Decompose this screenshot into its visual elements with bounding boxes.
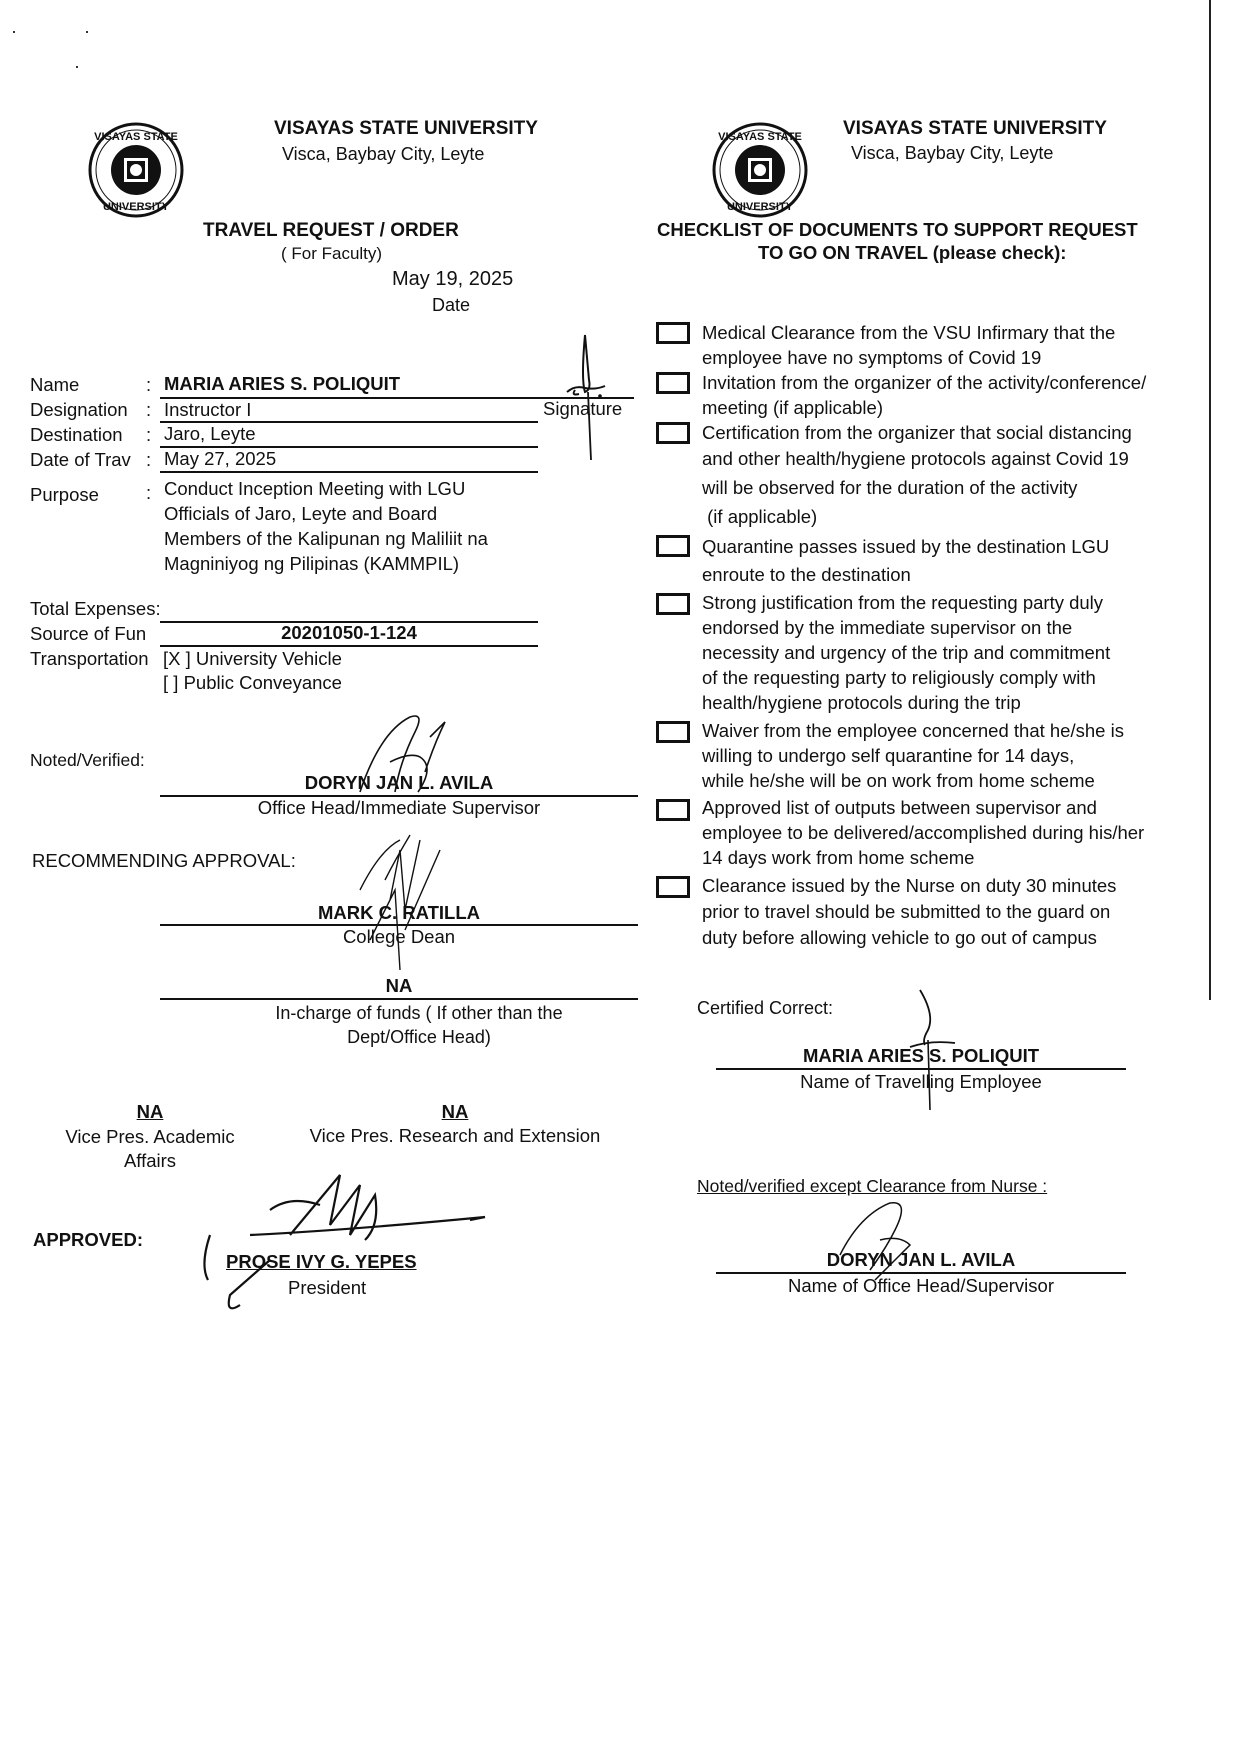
- university-address: Visca, Baybay City, Leyte: [282, 144, 485, 164]
- checklist-line: and other health/hygiene protocols against Covid 19: [702, 448, 1129, 469]
- checklist-line: employee have no symptoms of Covid 19: [702, 347, 1042, 368]
- name-field[interactable]: MARIA ARIES S. POLIQUIT: [164, 373, 401, 394]
- destination-label: Destination: [30, 424, 123, 445]
- total-expenses-field[interactable]: [165, 598, 537, 620]
- scan-speck: [76, 66, 78, 68]
- form-subtitle: ( For Faculty): [281, 244, 383, 263]
- role-line: Dept/Office Head): [347, 1027, 491, 1047]
- office-head-name: DORYN JAN L. AVILA: [826, 1249, 1016, 1270]
- vp-research-role: Vice Pres. Research and Extension: [309, 1125, 601, 1146]
- office-head-role: Name of Office Head/Supervisor: [788, 1275, 1054, 1296]
- source-of-fund-field[interactable]: 20201050-1-124: [281, 622, 417, 643]
- traveling-employee-role: Name of Travelling Employee: [800, 1071, 1042, 1092]
- university-name: VISAYAS STATE UNIVERSITY: [843, 118, 1107, 139]
- destination-field[interactable]: Jaro, Leyte: [164, 423, 256, 444]
- checklist-checkbox[interactable]: [656, 593, 690, 615]
- checklist-text: [702, 420, 1132, 530]
- scan-speck: [86, 31, 88, 33]
- traveling-employee-name: MARIA ARIES S. POLIQUIT: [802, 1045, 1040, 1066]
- checklist-line: will be observed for the duration of the activity: [702, 477, 1078, 498]
- checklist-text: [702, 873, 1116, 951]
- colon: :: [146, 374, 152, 395]
- svg-text:UNIVERSITY: UNIVERSITY: [102, 201, 170, 213]
- checklist-line: 14 days work from home scheme: [702, 847, 975, 868]
- checklist-text: [702, 370, 1146, 420]
- designation-field[interactable]: Instructor I: [164, 399, 252, 420]
- checklist-subtitle: TO GO ON TRAVEL (please check):: [758, 242, 1067, 263]
- checklist-line: Clearance issued by the Nurse on duty 30 minutes: [702, 875, 1117, 896]
- dean-name: MARK C. RATILLA: [317, 902, 481, 923]
- vp-academic-role: [40, 1125, 260, 1173]
- transportation-label: Transportation: [30, 648, 149, 669]
- page-edge-line: [1209, 0, 1211, 1000]
- request-date: May 19, 2025: [392, 268, 514, 290]
- form-title: TRAVEL REQUEST / ORDER: [203, 220, 459, 241]
- checklist-line: of the requesting party to religiously comply with: [702, 667, 1096, 688]
- checklist-checkbox[interactable]: [656, 876, 690, 898]
- purpose-line: Conduct Inception Meeting with LGU: [164, 478, 466, 499]
- purpose-label: Purpose: [30, 484, 99, 505]
- colon: :: [146, 449, 152, 470]
- svg-text:VISAYAS STATE: VISAYAS STATE: [718, 131, 802, 143]
- checklist-line: necessity and urgency of the trip and commitment: [702, 642, 1111, 663]
- supervisor-name: DORYN JAN L. AVILA: [304, 772, 494, 793]
- checklist-checkbox[interactable]: [656, 322, 690, 344]
- noted-except-label: Noted/verified except Clearance from Nurse :: [697, 1176, 1048, 1196]
- university-name: VISAYAS STATE UNIVERSITY: [274, 118, 538, 139]
- colon: :: [146, 424, 152, 445]
- colon: :: [146, 482, 152, 503]
- university-seal-icon: [86, 120, 186, 220]
- checklist-line: prior to travel should be submitted to the guard on: [702, 901, 1111, 922]
- approved-label: APPROVED:: [33, 1229, 143, 1250]
- certified-correct-label: Certified Correct:: [697, 998, 834, 1018]
- checklist-checkbox[interactable]: [656, 422, 690, 444]
- checklist-line: endorsed by the immediate supervisor on the: [702, 617, 1073, 638]
- purpose-line: Officials of Jaro, Leyte and Board: [164, 503, 438, 524]
- checklist-title: CHECKLIST OF DOCUMENTS TO SUPPORT REQUEST: [657, 219, 1138, 240]
- role-line: Vice Pres. Academic: [65, 1126, 235, 1147]
- transport-option-public-conveyance[interactable]: [163, 672, 342, 694]
- checklist-line: Waiver from the employee concerned that he/she is: [702, 720, 1124, 741]
- transport-option-university-vehicle[interactable]: [163, 648, 342, 670]
- date-of-travel-underline: [160, 471, 538, 473]
- checklist-text: [702, 795, 1144, 870]
- date-label: Date: [432, 295, 471, 315]
- supervisor-role: Office Head/Immediate Supervisor: [257, 797, 541, 818]
- checklist-line: Approved list of outputs between supervisor and: [702, 797, 1097, 818]
- vp-academic-name: NA: [136, 1101, 164, 1122]
- colon: :: [146, 399, 152, 420]
- source-of-fund-underline: [160, 645, 538, 647]
- traveling-employee-underline: [716, 1068, 1126, 1070]
- checklist-line: Certification from the organizer that social distancing: [702, 422, 1132, 443]
- checklist-line: enroute to the destination: [702, 564, 911, 585]
- checklist-checkbox[interactable]: [656, 535, 690, 557]
- checklist-line: employee to be delivered/accomplished during his/her: [702, 822, 1145, 843]
- svg-text:UNIVERSITY: UNIVERSITY: [726, 201, 794, 213]
- scan-speck: [13, 31, 15, 33]
- checklist-text: [702, 320, 1115, 370]
- date-of-travel-field[interactable]: May 27, 2025: [164, 448, 277, 469]
- purpose-line: Members of the Kalipunan ng Maliliit na: [164, 528, 488, 549]
- date-of-travel-label: Date of Trav: [30, 449, 131, 470]
- checklist-text: [702, 718, 1124, 793]
- president-name: PROSE IVY G. YEPES: [226, 1251, 417, 1272]
- dean-role: College Dean: [342, 926, 456, 947]
- checklist-line: Strong justification from the requesting party duly: [702, 592, 1104, 613]
- checklist-line: (if applicable): [702, 506, 818, 527]
- role-line: Affairs: [123, 1150, 177, 1171]
- checklist-line: willing to undergo self quarantine for 14 days,: [702, 745, 1075, 766]
- noted-verified-label: Noted/Verified:: [30, 750, 145, 770]
- checklist-line: meeting (if applicable): [702, 397, 883, 418]
- university-seal-icon: [710, 120, 810, 220]
- total-expenses-label: Total Expenses:: [30, 598, 161, 619]
- purpose-field[interactable]: [164, 476, 488, 576]
- recommending-approval-label: RECOMMENDING APPROVAL:: [32, 850, 296, 871]
- name-label: Name: [30, 374, 80, 395]
- checklist-line: duty before allowing vehicle to go out of campus: [702, 927, 1097, 948]
- checklist-line: Quarantine passes issued by the destination LGU: [702, 536, 1110, 557]
- checklist-line: Medical Clearance from the VSU Infirmary that the: [702, 322, 1116, 343]
- transport-checkbox[interactable]: [ ]: [163, 672, 179, 693]
- vp-research-name: NA: [441, 1101, 469, 1122]
- svg-text:VISAYAS STATE: VISAYAS STATE: [94, 131, 178, 143]
- university-address: Visca, Baybay City, Leyte: [851, 143, 1054, 163]
- president-role: President: [288, 1277, 367, 1298]
- checklist-line: Invitation from the organizer of the activity/conference/: [702, 372, 1147, 393]
- checklist-text: [702, 590, 1110, 715]
- checklist-checkbox[interactable]: [656, 721, 690, 743]
- office-head-underline: [716, 1272, 1126, 1274]
- checklist-line: health/hygiene protocols during the trip: [702, 692, 1021, 713]
- checklist-checkbox[interactable]: [656, 372, 690, 394]
- checklist-checkbox[interactable]: [656, 799, 690, 821]
- transport-option-label: Public Conveyance: [183, 672, 342, 693]
- role-line: In-charge of funds ( If other than the: [275, 1003, 563, 1023]
- designation-label: Designation: [30, 399, 128, 420]
- transport-option-label: University Vehicle: [195, 648, 342, 669]
- purpose-line: Magniniyog ng Pilipinas (KAMMPIL): [164, 553, 460, 574]
- signature-label: Signature: [543, 398, 623, 419]
- funds-in-charge-role: [180, 1001, 658, 1049]
- transport-checkbox-checked[interactable]: [X ]: [163, 648, 191, 669]
- funds-in-charge-underline: [160, 998, 638, 1000]
- source-of-fund-label: Source of Fun: [30, 623, 147, 644]
- checklist-text: [702, 533, 1109, 589]
- funds-in-charge-name: NA: [385, 975, 413, 996]
- checklist-line: while he/she will be on work from home scheme: [702, 770, 1095, 791]
